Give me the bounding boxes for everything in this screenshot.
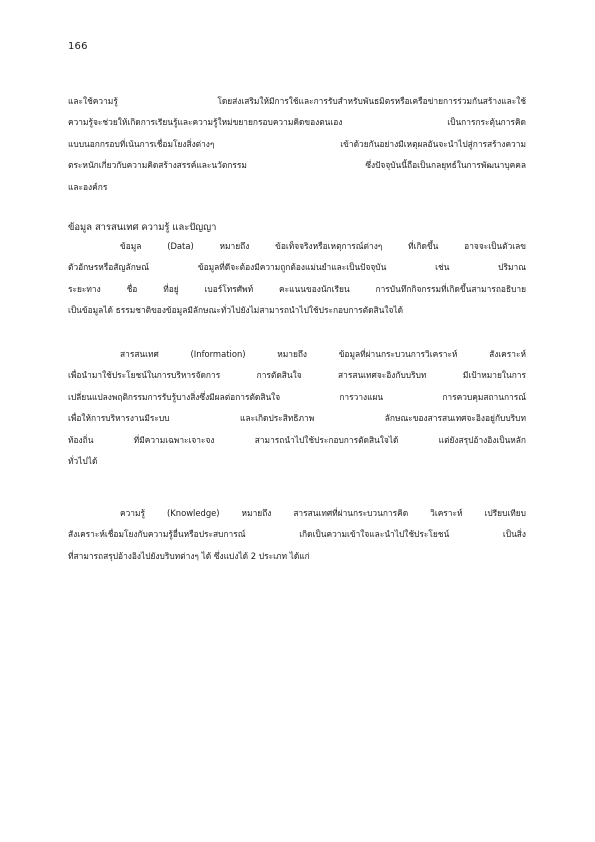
paragraph-line: แบบนอกกรอบที่เน้นการเชื่อมโยงสิ่งต่างๆ เข้าด้วยกันอย่างมีเหตุผลอันจะนำไปสู่การสร้างความ	[68, 138, 526, 149]
paragraph-line: ตัวอักษรหรือสัญลักษณ์ ข้อมูลที่ดีจะต้องมีความถูกต้องแม่นยำและเป็นปัจจุบัน เช่น ปริมาณ	[68, 262, 526, 273]
paragraph-line: เปลี่ยนแปลงพฤติกรรมการรับรู้บางสิ่งซึ่งมีผลต่อการตัดสินใจ การวางแผน การควบคุมสถานการณ์	[68, 391, 526, 402]
paragraph-line: ข้อมูล (Data) หมายถึง ข้อเท็จจริงหรือเหตุการณ์ต่างๆ ที่เกิดขึ้น อาจจะเป็นตัวเลข	[120, 241, 526, 251]
paragraph-line: ท้องถิ่น ที่มีความเฉพาะเจาะจง สามารถนำไปใช้ประกอบการตัดสินใจได้ แต่ยังสรุปอ้างอิงเป็นหลัก	[68, 434, 526, 445]
paragraph-line: และองค์กร	[68, 181, 108, 192]
paragraph-line: ที่สามารถสรุปอ้างอิงไปยังบริบทต่างๆ ได้ ซึ่งแบ่งได้ 2 ประเภท ได้แก่	[68, 550, 310, 561]
page-number: 166	[68, 41, 88, 52]
paragraph-line: ระยะทาง ชื่อ ที่อยู่ เบอร์โทรศัพท์ คะแนนของนักเรียน การบันทึกกิจกรรมที่เกิดขึ้นสามารถอธิบาย	[68, 283, 526, 294]
paragraph-line: เพื่อนำมาใช้ประโยชน์ในการบริหารจัดการ การตัดสินใจ สารสนเทศจะอิงกับบริบท มีเป้าหมายในการ	[68, 370, 526, 381]
paragraph-line: ความรู้ (Knowledge) หมายถึง สารสนเทศที่ผ่านกระบวนการคิด วิเคราะห์ เปรียบเทียบ	[120, 508, 526, 518]
paragraph-line: และใช้ความรู้ โดยส่งเสริมให้มีการใช้และการรับสำหรับพันธมิตรหรือเครือข่ายการร่วมกันสร้างและใช้	[68, 96, 526, 106]
paragraph-line: ตระหนักเกี่ยวกับความคิดสร้างสรรค์และนวัตกรรม ซึ่งปัจจุบันนี้ถือเป็นกลยุทธ์ในการพัฒนาบุคคล	[68, 160, 526, 171]
paragraph-line: เป็นข้อมูลได้ ธรรมชาติของข้อมูลมีลักษณะทั่วไปยังไม่สามารถนำไปใช้ประกอบการตัดสินใจได้	[68, 305, 404, 316]
information-paragraph	[68, 344, 526, 472]
paragraph-line: ทั่วไปได้	[68, 455, 98, 466]
section-heading: ข้อมูล สารสนเทศ ความรู้ และปัญญา	[68, 222, 217, 233]
paragraph-line: เพื่อให้การบริหารงานมีระบบ และเกิดประสิทธิภาพ ลักษณะของสารสนเทศจะอิงอยู่กับบริบท	[68, 413, 526, 424]
intro-paragraph	[68, 91, 526, 198]
paragraph-line: ความรู้จะช่วยให้เกิดการเรียนรู้และความรู้ใหม่ขยายกรอบความคิดของตนเอง เป็นการกระตุ้นการคิด	[68, 117, 526, 128]
knowledge-paragraph	[68, 503, 526, 567]
data-paragraph	[68, 236, 526, 322]
paragraph-line: สารสนเทศ (Information) หมายถึง ข้อมูลที่ผ่านกระบวนการวิเคราะห์ สังเคราะห์	[120, 349, 526, 359]
paragraph-line: สังเคราะห์เชื่อมโยงกับความรู้อื่นหรือประสบการณ์ เกิดเป็นความเข้าใจและนำไปใช้ประโยชน์ เป็นสิ่ง	[68, 529, 526, 540]
